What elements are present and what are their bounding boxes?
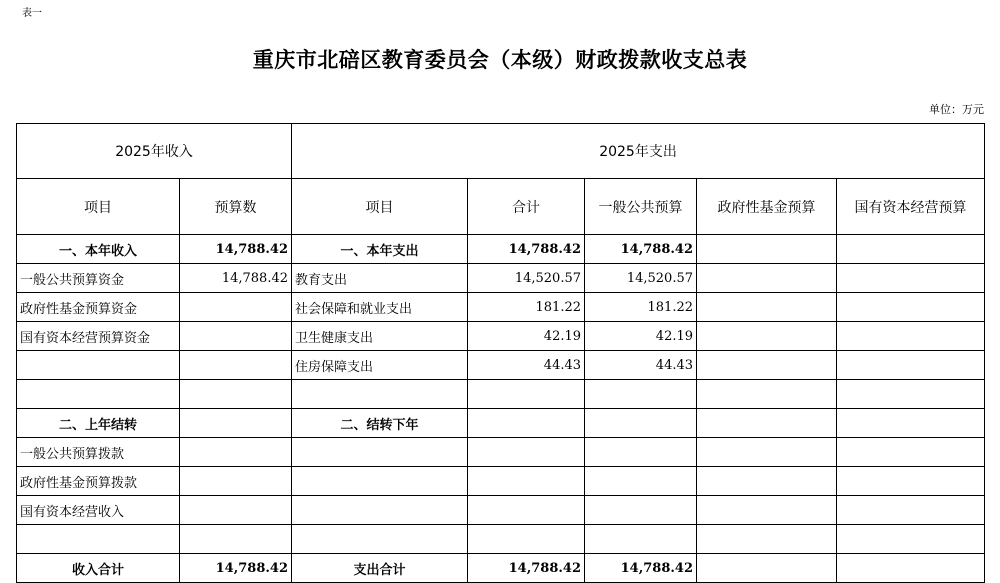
cell-expense-state-capital [837,293,985,322]
cell-income-budget [180,496,292,525]
cell-expense-general [585,496,697,525]
table-row [17,235,985,264]
cell-expense-general: 14,788.42 [585,235,697,264]
col-header-income-item: 项目 [17,179,180,235]
cell-income-item: 政府性基金预算拨款 [17,467,180,496]
cell-expense-gov-fund [697,496,837,525]
cell-expense-item: 支出合计 [292,554,468,583]
cell-expense-state-capital [837,525,985,554]
cell-income-budget [180,351,292,380]
table-row [17,264,985,293]
cell-expense-item: 一、本年支出 [292,235,468,264]
cell-expense-state-capital [837,264,985,293]
cell-expense-state-capital [837,322,985,351]
table-row [17,322,985,351]
unit-label: 单位：万元 [929,103,984,116]
col-header-state-capital: 国有资本经营预算 [837,179,985,235]
table-row [17,438,985,467]
cell-income-budget [180,380,292,409]
cell-income-item: 二、上年结转 [17,409,180,438]
cell-expense-general: 42.19 [585,322,697,351]
cell-income-budget [180,438,292,467]
cell-expense-state-capital [837,554,985,583]
cell-expense-item [292,496,468,525]
cell-expense-gov-fund [697,264,837,293]
cell-expense-gov-fund [697,554,837,583]
cell-expense-item: 社会保障和就业支出 [292,293,468,322]
cell-expense-total [468,409,585,438]
cell-expense-general: 181.22 [585,293,697,322]
col-header-budget: 预算数 [180,179,292,235]
cell-expense-total: 181.22 [468,293,585,322]
expense-group-header: 2025年支出 [292,124,985,179]
cell-expense-state-capital [837,496,985,525]
table-row [17,351,985,380]
cell-expense-general [585,409,697,438]
cell-income-budget [180,525,292,554]
cell-expense-item: 住房保障支出 [292,351,468,380]
cell-expense-total: 14,520.57 [468,264,585,293]
income-group-header: 2025年收入 [17,124,292,179]
cell-expense-item [292,467,468,496]
cell-income-budget: 14,788.42 [180,554,292,583]
cell-expense-gov-fund [697,293,837,322]
cell-expense-item [292,525,468,554]
cell-expense-item: 二、结转下年 [292,409,468,438]
table-row [17,409,985,438]
cell-expense-total [468,438,585,467]
cell-expense-total [468,467,585,496]
table-row [17,467,985,496]
cell-income-budget: 14,788.42 [180,264,292,293]
cell-expense-gov-fund [697,525,837,554]
cell-expense-gov-fund [697,438,837,467]
header-row-columns [17,179,985,235]
cell-expense-general [585,525,697,554]
table-row [17,496,985,525]
cell-expense-total: 44.43 [468,351,585,380]
cell-expense-general: 14,520.57 [585,264,697,293]
cell-income-item: 政府性基金预算资金 [17,293,180,322]
col-header-total: 合计 [468,179,585,235]
cell-expense-gov-fund [697,322,837,351]
cell-expense-state-capital [837,438,985,467]
cell-expense-gov-fund [697,409,837,438]
cell-expense-state-capital [837,467,985,496]
table-row [17,380,985,409]
fiscal-summary-table [16,123,985,583]
cell-expense-gov-fund [697,380,837,409]
cell-expense-total [468,496,585,525]
cell-expense-general: 14,788.42 [585,554,697,583]
table-number-label: 表一 [22,8,42,19]
page-title: 重庆市北碚区教育委员会（本级）财政拨款收支总表 [252,47,748,72]
cell-income-item: 国有资本经营预算资金 [17,322,180,351]
header-row-groups [17,124,985,179]
cell-income-budget [180,293,292,322]
cell-expense-gov-fund [697,235,837,264]
cell-income-item: 国有资本经营收入 [17,496,180,525]
cell-expense-total: 14,788.42 [468,554,585,583]
cell-expense-state-capital [837,235,985,264]
cell-income-item [17,380,180,409]
cell-expense-state-capital [837,380,985,409]
cell-expense-item [292,380,468,409]
cell-expense-total [468,380,585,409]
cell-expense-general: 44.43 [585,351,697,380]
cell-expense-general [585,438,697,467]
cell-income-budget [180,409,292,438]
cell-expense-general [585,467,697,496]
cell-expense-state-capital [837,351,985,380]
table-row [17,525,985,554]
cell-expense-gov-fund [697,351,837,380]
cell-income-item [17,351,180,380]
cell-expense-item: 教育支出 [292,264,468,293]
cell-income-item: 收入合计 [17,554,180,583]
cell-income-item [17,525,180,554]
cell-income-budget [180,467,292,496]
cell-income-item: 一般公共预算拨款 [17,438,180,467]
cell-expense-total: 14,788.42 [468,235,585,264]
cell-expense-item: 卫生健康支出 [292,322,468,351]
cell-expense-total [468,525,585,554]
totals-row [17,554,985,583]
cell-expense-general [585,380,697,409]
cell-expense-item [292,438,468,467]
cell-expense-gov-fund [697,467,837,496]
cell-expense-state-capital [837,409,985,438]
col-header-expense-item: 项目 [292,179,468,235]
cell-income-budget [180,322,292,351]
col-header-gov-fund: 政府性基金预算 [697,179,837,235]
table-row [17,293,985,322]
col-header-general: 一般公共预算 [585,179,697,235]
cell-expense-total: 42.19 [468,322,585,351]
cell-income-item: 一般公共预算资金 [17,264,180,293]
cell-income-item: 一、本年收入 [17,235,180,264]
cell-income-budget: 14,788.42 [180,235,292,264]
